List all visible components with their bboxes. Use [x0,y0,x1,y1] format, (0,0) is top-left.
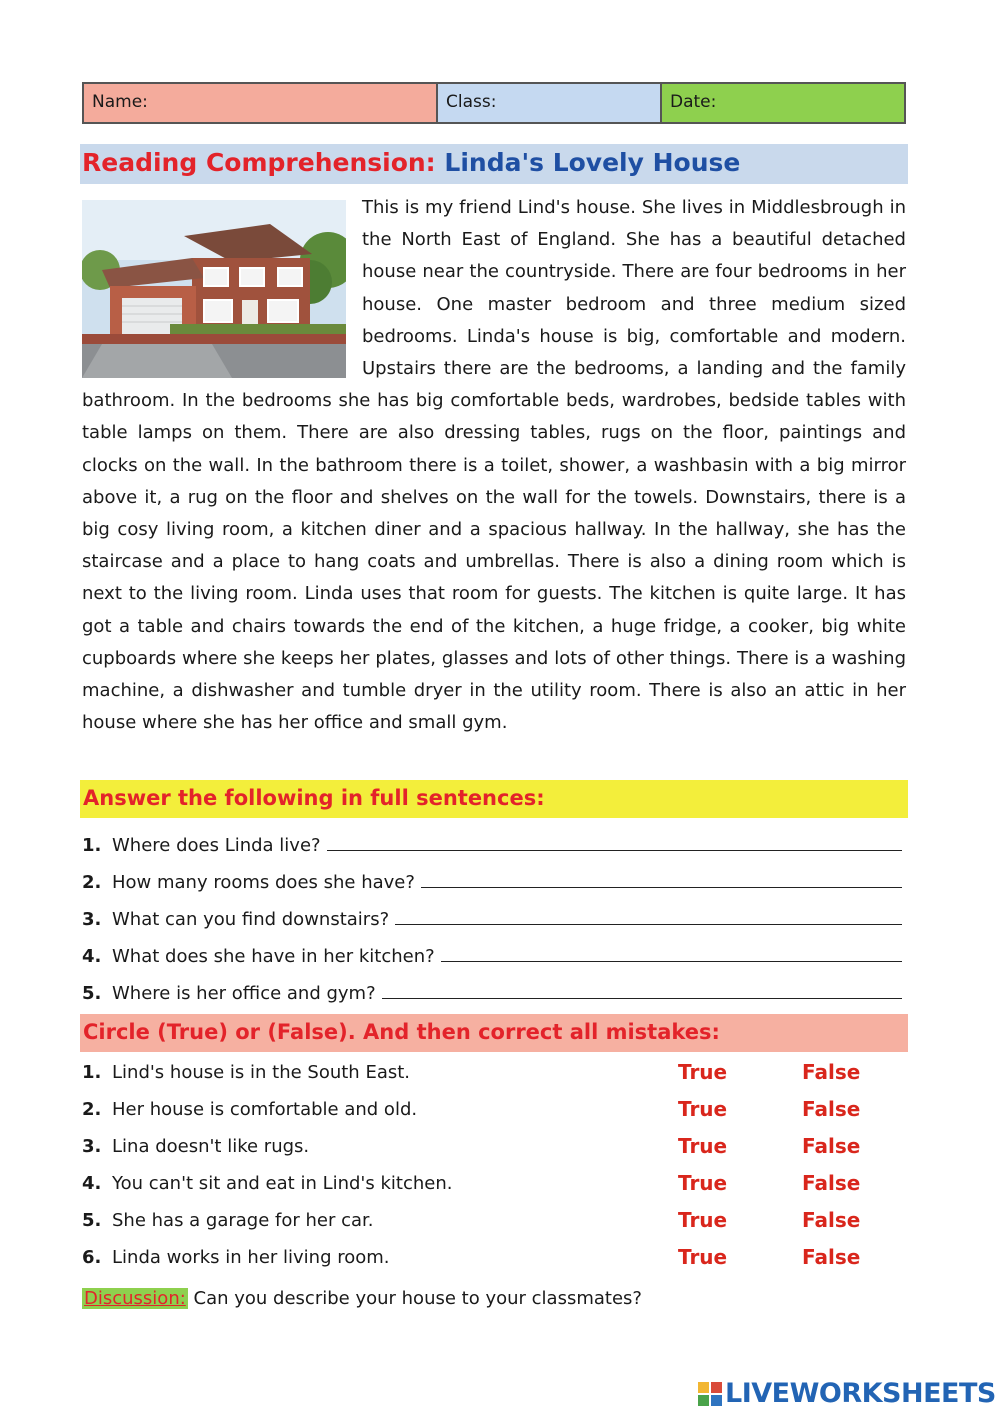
true-false-row [82,1169,906,1199]
liveworksheets-logo-icon [698,1382,722,1406]
class-field[interactable] [438,84,662,122]
true-option[interactable]: True [678,1171,728,1195]
false-option[interactable]: False [802,1245,861,1269]
question-number: 1. [82,835,102,856]
true-option[interactable]: True [678,1060,728,1084]
statement-text: Lina doesn't like rugs. [112,1136,310,1157]
statement-number: 2. [82,1099,102,1120]
title-main: Linda's Lovely House [444,148,741,177]
question-text: What does she have in her kitchen? [112,946,435,967]
question-row [82,900,906,930]
question-text: What can you find downstairs? [112,909,390,930]
true-false-row [82,1058,906,1088]
reading-text: This is my friend Lind's house. She lives in Middlesbrough in the North East of England. She has a beautiful detached house near the countryside. There are four bedrooms in her house. One master bedroom and three medium sized bedrooms. Linda's house is big, comfortable and modern. Upstairs there are the bedrooms, a landing and the family bathroom. In the bedrooms she has big comfortable beds, wardrobes, bedside tables with table lamps on them. There are also dressing tables, rugs on the floor, paintings and clocks on the wall. In the bathroom there is a toilet, shower, a washbasin with a big mirror above it, a rug on the floor and shelves on the wall for the towels. Downstairs, there is a big cosy living room, a kitchen diner and a spacious hallway. In the hallway, she has the staircase and a place to hang coats and umbrellas. There is also a dining room which is next to the living room. Linda uses that room for guests. The kitchen is quite large. It has got a table and chairs towards the end of the kitchen, a huge fridge, a cooker, big white cupboards where she keeps her plates, glasses and lots of other things. There is a washing machine, a dishwasher and tumble dryer in the utility room. There is also an attic in her house where she has her office and small gym. [82,197,906,734]
date-label: Date: [670,92,717,112]
statement-number: 4. [82,1173,102,1194]
questions-heading: Answer the following in full sentences: [80,780,908,818]
statement-number: 1. [82,1062,102,1083]
true-option[interactable]: True [678,1208,728,1232]
statement-text: Her house is comfortable and old. [112,1099,418,1120]
question-number: 2. [82,872,102,893]
name-field[interactable] [84,84,438,122]
answer-line[interactable] [421,887,902,888]
statement-text: Linda works in her living room. [112,1247,390,1268]
question-row [82,863,906,893]
question-row [82,974,906,1004]
false-option[interactable]: False [802,1171,861,1195]
statement-text: She has a garage for her car. [112,1210,374,1231]
false-option[interactable]: False [802,1134,861,1158]
question-number: 3. [82,909,102,930]
question-row [82,937,906,967]
answer-line[interactable] [327,850,902,851]
class-label: Class: [446,92,497,112]
true-false-row [82,1206,906,1236]
statement-text: Lind's house is in the South East. [112,1062,411,1083]
statement-number: 6. [82,1247,102,1268]
answer-line[interactable] [441,961,902,962]
false-option[interactable]: False [802,1060,861,1084]
statement-number: 5. [82,1210,102,1231]
answer-line[interactable] [382,998,902,999]
name-label: Name: [92,92,148,112]
true-option[interactable]: True [678,1097,728,1121]
brand-text: LIVEWORKSHEETS [725,1378,996,1409]
false-option[interactable]: False [802,1097,861,1121]
liveworksheets-brand [698,1378,996,1409]
statement-number: 3. [82,1136,102,1157]
question-text: Where is her office and gym? [112,983,376,1004]
true-false-row [82,1095,906,1125]
false-option[interactable]: False [802,1208,861,1232]
reading-passage [82,192,906,739]
question-text: How many rooms does she have? [112,872,415,893]
true-false-heading: Circle (True) or (False). And then correct all mistakes: [80,1014,908,1052]
question-number: 4. [82,946,102,967]
answer-line[interactable] [395,924,902,925]
statement-text: You can't sit and eat in Lind's kitchen. [112,1173,453,1194]
discussion-label: Discussion: [84,1288,186,1309]
true-false-row [82,1243,906,1273]
question-number: 5. [82,983,102,1004]
discussion-text: Can you describe your house to your classmates? [193,1288,642,1309]
discussion-prompt [82,1288,642,1309]
student-info-header [82,82,906,124]
question-row [82,826,906,856]
date-field[interactable] [662,84,904,122]
true-false-row [82,1132,906,1162]
worksheet-title [80,144,908,184]
title-prefix: Reading Comprehension: [82,148,436,177]
question-text: Where does Linda live? [112,835,321,856]
true-option[interactable]: True [678,1134,728,1158]
true-option[interactable]: True [678,1245,728,1269]
